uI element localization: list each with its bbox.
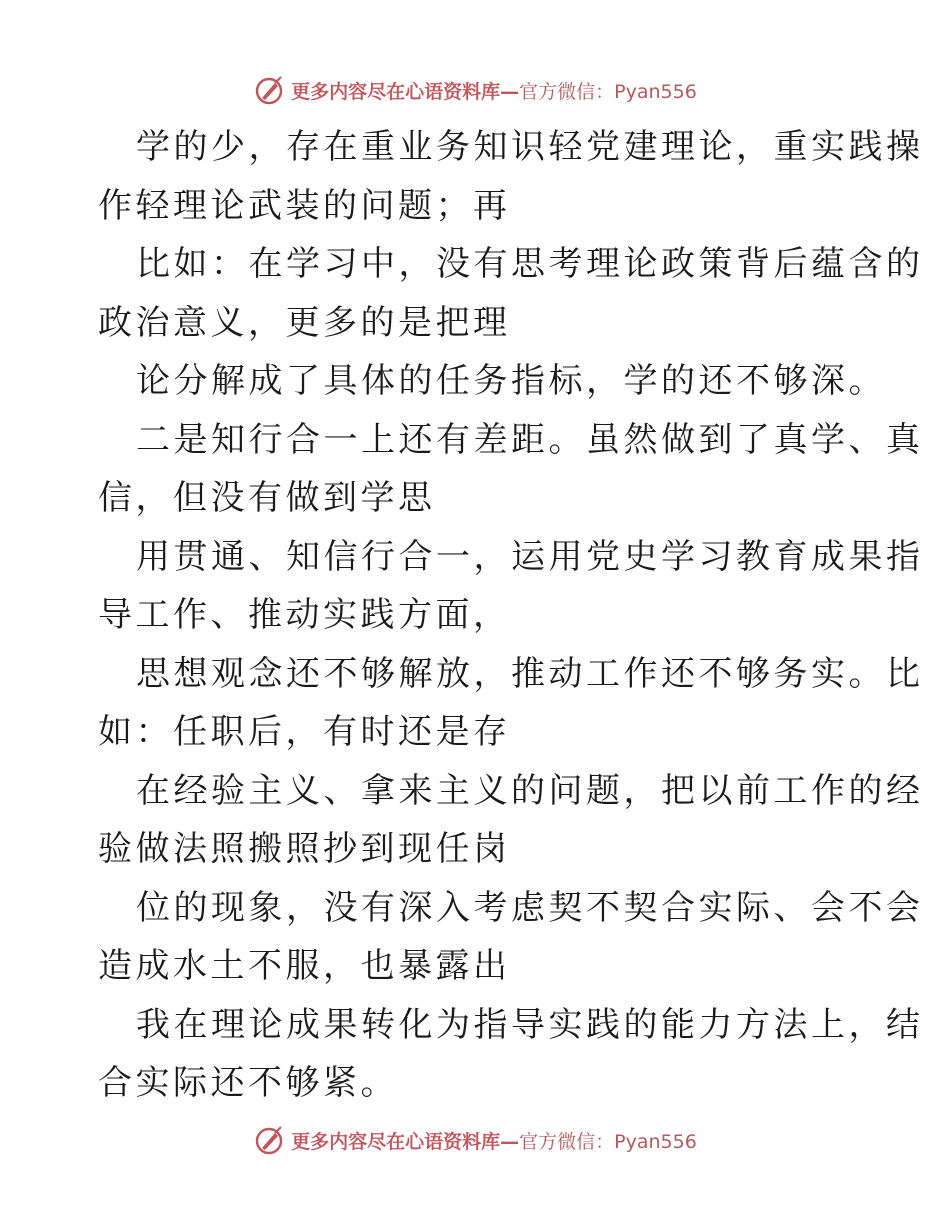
watermark-wechat: 官方微信：Pyan556 [519, 1130, 697, 1153]
quill-logo-icon [253, 1124, 285, 1156]
text-line: 验做法照搬照抄到现任岗 [98, 829, 511, 869]
text-line: 论分解成了具体的任务指标，学的还不够深。 [136, 361, 886, 401]
paragraph-7 [98, 762, 924, 879]
quill-logo-icon [253, 74, 285, 106]
paragraph-6 [98, 645, 924, 762]
watermark-separator: — [500, 80, 520, 103]
watermark-wechat: 官方微信：Pyan556 [519, 80, 697, 103]
paragraph-9 [98, 996, 924, 1113]
footer-watermark [0, 1120, 950, 1160]
paragraph-8 [98, 879, 924, 996]
text-line: 二是知行合一上还有差距。虽然做到了真学、真 [136, 419, 924, 460]
text-line: 位的现象，没有深入考虑契不契合实际、会不会 [136, 887, 924, 928]
text-line: 合实际还不够紧。 [98, 1063, 398, 1103]
paragraph-3 [98, 352, 886, 411]
watermark-brand: 更多内容尽在心语资料库 [291, 1130, 501, 1153]
text-line: 如：任职后，有时还是存 [98, 712, 511, 752]
watermark-brand: 更多内容尽在心语资料库 [291, 80, 501, 103]
header-watermark [0, 70, 950, 110]
document-body [98, 118, 924, 1113]
text-line: 比如：在学习中，没有思考理论政策背后蕴含的 [136, 244, 924, 284]
text-line: 作轻理论武装的问题；再 [98, 185, 511, 226]
text-line: 政治意义，更多的是把理 [98, 302, 511, 343]
text-line: 造成水土不服，也暴露出 [98, 946, 511, 986]
text-line: 学的少，存在重业务知识轻党建理论，重实践操 [136, 127, 924, 167]
paragraph-2 [98, 235, 924, 352]
watermark-separator: — [500, 1130, 520, 1153]
paragraph-1 [98, 118, 924, 235]
text-line: 我在理论成果转化为指导实践的能力方法上，结 [136, 1004, 924, 1045]
text-line: 导工作、推动实践方面， [98, 595, 511, 635]
paragraph-4 [98, 411, 924, 528]
watermark-text [291, 77, 697, 104]
text-line: 思想观念还不够解放，推动工作还不够务实。比 [136, 653, 924, 694]
text-line: 信，但没有做到学思 [98, 478, 436, 518]
text-line: 用贯通、知信行合一，运用党史学习教育成果指 [136, 536, 924, 577]
watermark-text [291, 1127, 697, 1154]
text-line: 在经验主义、拿来主义的问题，把以前工作的经 [136, 770, 924, 811]
paragraph-5 [98, 528, 924, 645]
